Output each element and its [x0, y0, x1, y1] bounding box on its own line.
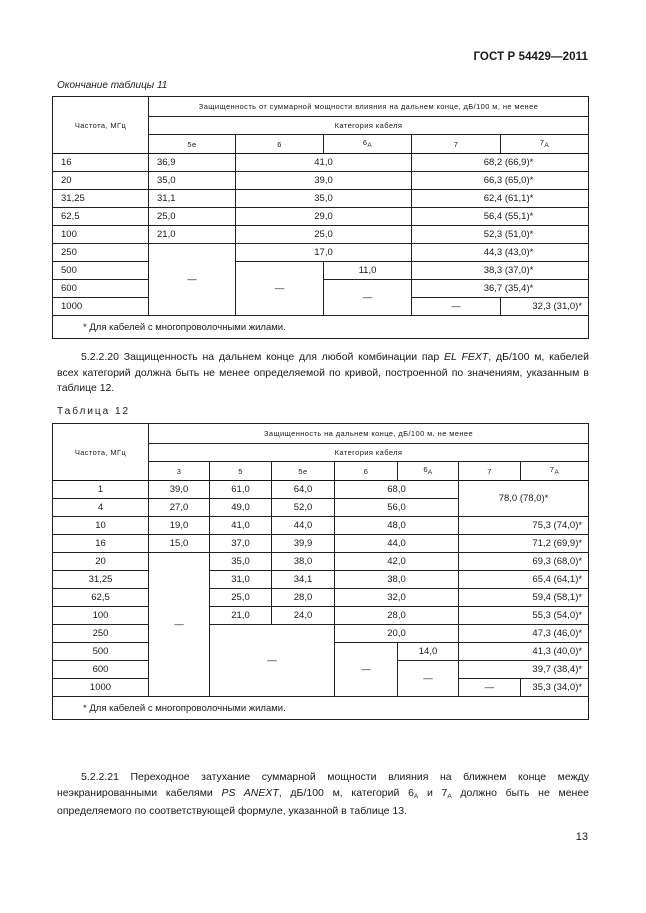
t12-cell: 65,4 (64,1)* — [459, 571, 589, 589]
t12-cell: 52,0 — [272, 499, 335, 517]
t12-cell: 69,3 (68,0)* — [459, 553, 589, 571]
t12-cell: 44,0 — [272, 517, 335, 535]
t11-footnote: * Для кабелей с многопроволочными жилами. — [53, 316, 589, 339]
t12-cell: 35,0 — [210, 553, 272, 571]
t11-dash: — — [324, 280, 412, 316]
t11-cell: — — [412, 298, 501, 316]
t12-cell: 44,0 — [335, 535, 459, 553]
t12-freq: 500 — [53, 643, 149, 661]
t12-cell: 32,0 — [335, 589, 459, 607]
t12-col-6: 6 — [335, 462, 398, 481]
t11-freq: 31,25 — [53, 190, 149, 208]
t12-cell: 39,7 (38,4)* — [459, 661, 589, 679]
t11-freq: 600 — [53, 280, 149, 298]
t12-freq: 20 — [53, 553, 149, 571]
t12-cell: 41,3 (40,0)* — [459, 643, 589, 661]
table-11 — [52, 96, 589, 339]
t12-cell: 41,0 — [210, 517, 272, 535]
t12-col-6a: $6_A$ — [398, 462, 459, 481]
t12-cell: 55,3 (54,0)* — [459, 607, 589, 625]
t11-cell: 31,1 — [149, 190, 236, 208]
t12-cell: 71,2 (69,9)* — [459, 535, 589, 553]
t12-freq-header: Частота, МГц — [53, 424, 149, 481]
t11-cell: 17,0 — [236, 244, 412, 262]
t11-cell: 25,0 — [236, 226, 412, 244]
t11-freq: 62,5 — [53, 208, 149, 226]
t12-dash: — — [149, 553, 210, 697]
t11-col-5e: 5e — [149, 135, 236, 154]
paragraph-5-2-2-20: 5.2.2.20 Защищенность на дальнем конце для любой комбинации пар EL FEXT, дБ/100 м, кабелей всех категорий должна быть не менее определяемой по кривой, построенной по значениям, указанным в таблице 12. — [57, 351, 589, 394]
t11-cell: 39,0 — [236, 172, 412, 190]
t11-cell: 25,0 — [149, 208, 236, 226]
t11-freq: 250 — [53, 244, 149, 262]
t11-category-header: Категория кабеля — [149, 117, 589, 135]
t12-cell: 78,0 (78,0)* — [459, 481, 589, 517]
t11-col-6a: $6_A$ — [324, 135, 412, 154]
t12-cell: 64,0 — [272, 481, 335, 499]
t12-cell: 47,3 (46,0)* — [459, 625, 589, 643]
t12-main-header: Защищенность на дальнем конце, дБ/100 м, не менее — [149, 424, 589, 444]
t11-cell: 21,0 — [149, 226, 236, 244]
table11-caption: Окончание таблицы 11 — [57, 80, 168, 91]
t11-cell: 62,4 (61,1)* — [412, 190, 589, 208]
t12-freq: 16 — [53, 535, 149, 553]
t12-cell: 49,0 — [210, 499, 272, 517]
t12-cell: 25,0 — [210, 589, 272, 607]
t11-cell: 35,0 — [149, 172, 236, 190]
t12-cell: 42,0 — [335, 553, 459, 571]
t11-cell: 41,0 — [236, 154, 412, 172]
t12-cell: 56,0 — [335, 499, 459, 517]
t12-cell: 75,3 (74,0)* — [459, 517, 589, 535]
t12-cell: 24,0 — [272, 607, 335, 625]
t12-cell: 14,0 — [398, 643, 459, 661]
t12-col-3: 3 — [149, 462, 210, 481]
t12-freq: 1000 — [53, 679, 149, 697]
t12-freq: 100 — [53, 607, 149, 625]
t11-cell: 32,3 (31,0)* — [501, 298, 589, 316]
t12-cell: 31,0 — [210, 571, 272, 589]
t12-footnote: * Для кабелей с многопроволочными жилами. — [53, 697, 589, 720]
t11-cell: 52,3 (51,0)* — [412, 226, 589, 244]
t11-cell: 36,7 (35,4)* — [412, 280, 589, 298]
t12-dash: — — [398, 661, 459, 697]
t12-cell: 59,4 (58,1)* — [459, 589, 589, 607]
t12-cell: 34,1 — [272, 571, 335, 589]
t12-freq: 1 — [53, 481, 149, 499]
t11-col-6: 6 — [236, 135, 324, 154]
t11-freq: 16 — [53, 154, 149, 172]
t12-category-header: Категория кабеля — [149, 444, 589, 462]
paragraph-5-2-2-21: 5.2.2.21 Переходное затухание суммарной мощности влияния на ближнем конце между неэкранированными кабелями PS ANEXT, дБ/100 м, категорий $6_A$ и $7_A$ должно быть не менее определяемого по соответствующей формуле, указанной в таблице 13. — [57, 771, 590, 817]
page-number: 13 — [575, 831, 588, 843]
t11-col-7a: $7_A$ — [501, 135, 589, 154]
t12-cell: 28,0 — [272, 589, 335, 607]
t12-freq: 31,25 — [53, 571, 149, 589]
t12-cell: 38,0 — [272, 553, 335, 571]
table-12 — [52, 423, 589, 720]
t11-freq: 20 — [53, 172, 149, 190]
t11-cell: 35,0 — [236, 190, 412, 208]
t11-cell: 66,3 (65,0)* — [412, 172, 589, 190]
t11-freq: 500 — [53, 262, 149, 280]
t11-cell: 29,0 — [236, 208, 412, 226]
table12-caption: Таблица 12 — [57, 406, 131, 417]
t11-cell: 36,9 — [149, 154, 236, 172]
t11-dash: — — [236, 262, 324, 316]
t11-freq-header: Частота, МГц — [53, 97, 149, 154]
t12-cell: 28,0 — [335, 607, 459, 625]
t12-freq: 10 — [53, 517, 149, 535]
t12-col-5e: 5e — [272, 462, 335, 481]
t11-cell: 11,0 — [324, 262, 412, 280]
t11-col-7: 7 — [412, 135, 501, 154]
t11-cell: 68,2 (66,9)* — [412, 154, 589, 172]
t12-col-7a: $7_A$ — [521, 462, 589, 481]
t11-dash: — — [149, 244, 236, 316]
t12-freq: 62,5 — [53, 589, 149, 607]
t12-cell: 20,0 — [335, 625, 459, 643]
t12-col-5: 5 — [210, 462, 272, 481]
t12-cell: 39,0 — [149, 481, 210, 499]
t12-cell: 15,0 — [149, 535, 210, 553]
t12-cell: 68,0 — [335, 481, 459, 499]
t12-cell: 37,0 — [210, 535, 272, 553]
t12-cell: 38,0 — [335, 571, 459, 589]
t11-freq: 100 — [53, 226, 149, 244]
t12-cell: 48,0 — [335, 517, 459, 535]
t12-cell: 61,0 — [210, 481, 272, 499]
t11-cell: 38,3 (37,0)* — [412, 262, 589, 280]
t11-cell: 56,4 (55,1)* — [412, 208, 589, 226]
t12-cell: 19,0 — [149, 517, 210, 535]
t12-dash: — — [210, 625, 335, 697]
t11-freq: 1000 — [53, 298, 149, 316]
t12-freq: 4 — [53, 499, 149, 517]
t12-col-7: 7 — [459, 462, 521, 481]
t11-cell: 44,3 (43,0)* — [412, 244, 589, 262]
t11-main-header: Защищенность от суммарной мощности влияния на дальнем конце, дБ/100 м, не менее — [149, 97, 589, 117]
t12-cell: 35,3 (34,0)* — [521, 679, 589, 697]
t12-dash: — — [335, 643, 398, 697]
t12-cell: — — [459, 679, 521, 697]
t12-cell: 39,9 — [272, 535, 335, 553]
t12-freq: 250 — [53, 625, 149, 643]
t12-freq: 600 — [53, 661, 149, 679]
standard-header: ГОСТ Р 54429—2011 — [473, 51, 588, 63]
t12-cell: 27,0 — [149, 499, 210, 517]
t12-cell: 21,0 — [210, 607, 272, 625]
